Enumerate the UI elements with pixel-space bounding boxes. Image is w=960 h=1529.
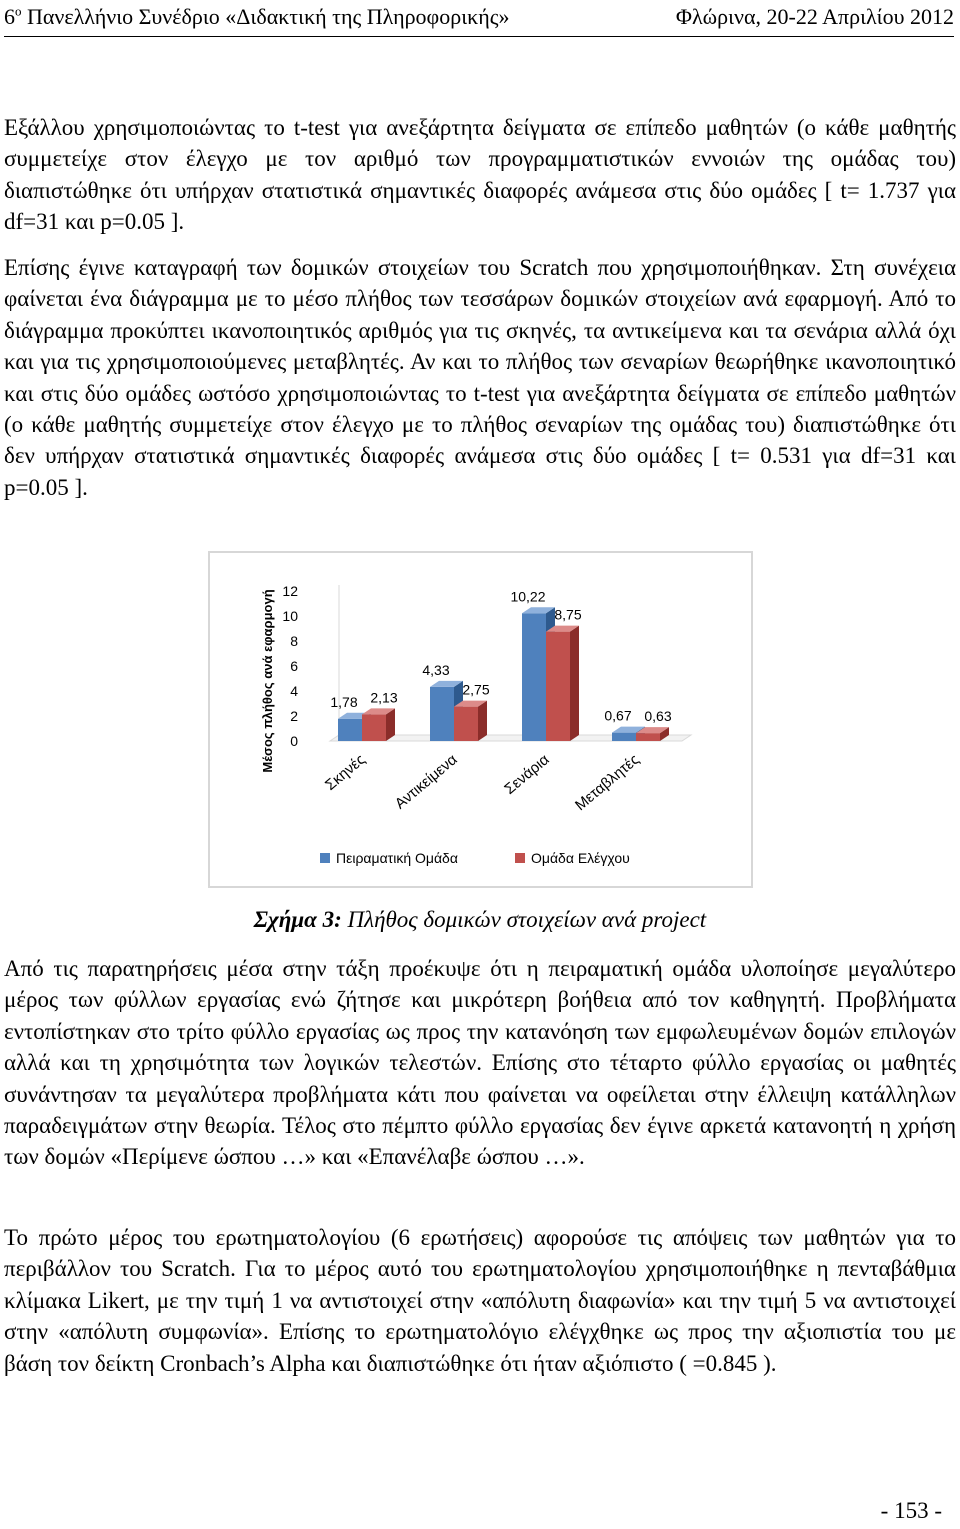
conference-ordinal-sup: ο: [15, 3, 22, 19]
data-label: 2,75: [462, 681, 490, 698]
y-axis-title: Μέσος πλήθος ανά εφαρμογή: [260, 589, 275, 773]
data-label: 8,75: [554, 606, 582, 623]
conference-name: Πανελλήνιο Συνέδριο «Διδακτική της Πληροφορικής»: [21, 4, 510, 29]
bar-front: [430, 687, 454, 741]
conference-ordinal: 6: [4, 4, 15, 29]
data-label: 2,13: [370, 689, 398, 706]
bar-front: [454, 707, 478, 741]
data-label: 4,33: [422, 661, 450, 678]
x-category-label: Μεταβλητές: [571, 751, 643, 815]
y-tick-label: 12: [282, 583, 298, 599]
bar-side: [478, 701, 487, 741]
bar-front: [362, 714, 386, 741]
bar-chart: [210, 553, 751, 886]
running-header: [4, 0, 954, 37]
data-label: 1,78: [330, 693, 358, 710]
bar-front: [636, 733, 660, 741]
y-tick-label: 0: [290, 733, 298, 749]
paragraph-questionnaire: Το πρώτο μέρος του ερωτηματολογίου (6 ερωτήσεις) αφορούσε τις απόψεις των μαθητών για το περιβάλλον του Scratch. Για το μέρος αυτό του ερωτηματολογίου χρησιμοποιήθηκε η πενταβάθμια κλίμακα Likert, με την τιμή 1 να αντιστοιχεί στην «απόλυτη διαφωνία» και την τιμή 5 να αντιστοιχεί στην «απόλυτη συμφωνία». Επίσης το ερωτηματολόγιο ελέγχθηκε ως προς την αξιοπιστία του με βάση τον δείκτη Cronbach’s Alpha και διαπιστώθηκε ότι ήταν αξιόπιστο ( =0.845 ).: [4, 1225, 956, 1376]
y-tick-label: 10: [282, 608, 298, 624]
y-tick-label: 4: [290, 683, 298, 699]
paragraph-observations: Από τις παρατηρήσεις μέσα στην τάξη προέκυψε ότι η πειραματική ομάδα υλοποίησε μεγαλύτερο μέρος των φύλλων εργασίας ενώ ζήτησε και μικρότερη βοήθεια από τον καθηγητή. Προβλήματα εντοπίστηκαν στο τρίτο φύλλο εργασίας ως προς την κατανόηση των εμφωλευμένων δομών επιλογών αλλά και τη χρησιμότητα των λογικών τελεστών. Επίσης στο τέταρτο φύλλο εργασίας οι μαθητές συνάντησαν τα μεγαλύτερα προβλήματα κάτι που φαίνεται να οφείλεται στην έλλειψη κατάλληλων παραδειγμάτων στην θεωρία. Τέλος στο πέμπτο φύλλο εργασίας δεν έγινε αρκετά κατανοητή η χρήση των δομών «Περίμενε ώσπου …» και «Επανέλαβε ώσπου …».: [4, 956, 956, 1170]
bar-side: [570, 626, 579, 741]
x-category-label: Αντικείμενα: [391, 751, 461, 813]
legend-label: Πειραματική Ομάδα: [336, 850, 458, 866]
y-tick-label: 6: [290, 658, 298, 674]
figure-caption: [0, 905, 960, 935]
legend-swatch: [320, 853, 330, 863]
paragraph-ttest-concepts: Εξάλλου χρησιμοποιώντας το t-test για ανεξάρτητα δείγματα σε επίπεδο μαθητών (ο κάθε μαθητής συμμετείχε στον έλεγχο με τον αριθμό των προγραμματιστικών εννοιών της ομάδας του) διαπιστώθηκε ότι υπήρχαν στατιστικά σημαντικές διαφορές ανάμεσα στις δύο ομάδες [ t= 1.737 για df=31 και p=0.05 ].: [4, 115, 956, 235]
figure-caption-text: Πλήθος δομικών στοιχείων ανά project: [341, 907, 707, 932]
legend-swatch: [515, 853, 525, 863]
legend-label: Ομάδα Ελέγχου: [531, 850, 630, 866]
figure-chart: [208, 551, 753, 888]
conference-location-date: Φλώρινα, 20-22 Απριλίου 2012: [675, 4, 954, 29]
figure-caption-label: Σχήμα 3:: [253, 907, 342, 932]
data-label: 0,63: [644, 708, 672, 725]
conference-title: [4, 0, 509, 34]
data-label: 10,22: [510, 588, 546, 605]
page-number: - 153 -: [880, 1498, 942, 1523]
data-label: 0,67: [604, 707, 632, 724]
bar-front: [338, 719, 362, 741]
x-category-label: Σκηνές: [321, 751, 369, 794]
paragraph-scratch-elements: Επίσης έγινε καταγραφή των δομικών στοιχείων του Scratch που χρησιμοποιήθηκαν. Στη συνέχεια φαίνεται ένα διάγραμμα με το μέσο πλήθος των τεσσάρων δομικών στοιχείων ανά εφαρμογή. Από το διάγραμμα προκύπτει ικανοποιητικός αριθμός για τις σκηνές, τα αντικείμενα και τα σενάρια αλλά όχι και για τις χρησιμοποιούμενες μεταβλητές. Αν και το πλήθος των σεναρίων θεωρήθηκε ικανοποιητικό και στις δύο ομάδες ωστόσο χρησιμοποιώντας το t-test για ανεξάρτητα δείγματα σε επίπεδο μαθητών (ο κάθε μαθητής συμμετείχε στον έλεγχο με το πλήθος σεναρίων της ομάδας του) διαπιστώθηκε ότι δεν υπήρχαν στατιστικά σημαντικές διαφορές ανάμεσα στις δύο ομάδες [ t= 0.531 για df=31 και p=0.05 ].: [4, 255, 956, 500]
bar-front: [612, 733, 636, 741]
x-category-label: Σενάρια: [501, 751, 553, 798]
bar-front: [546, 632, 570, 741]
bar-front: [522, 613, 546, 741]
y-tick-label: 2: [290, 708, 298, 724]
y-tick-label: 8: [290, 633, 298, 649]
